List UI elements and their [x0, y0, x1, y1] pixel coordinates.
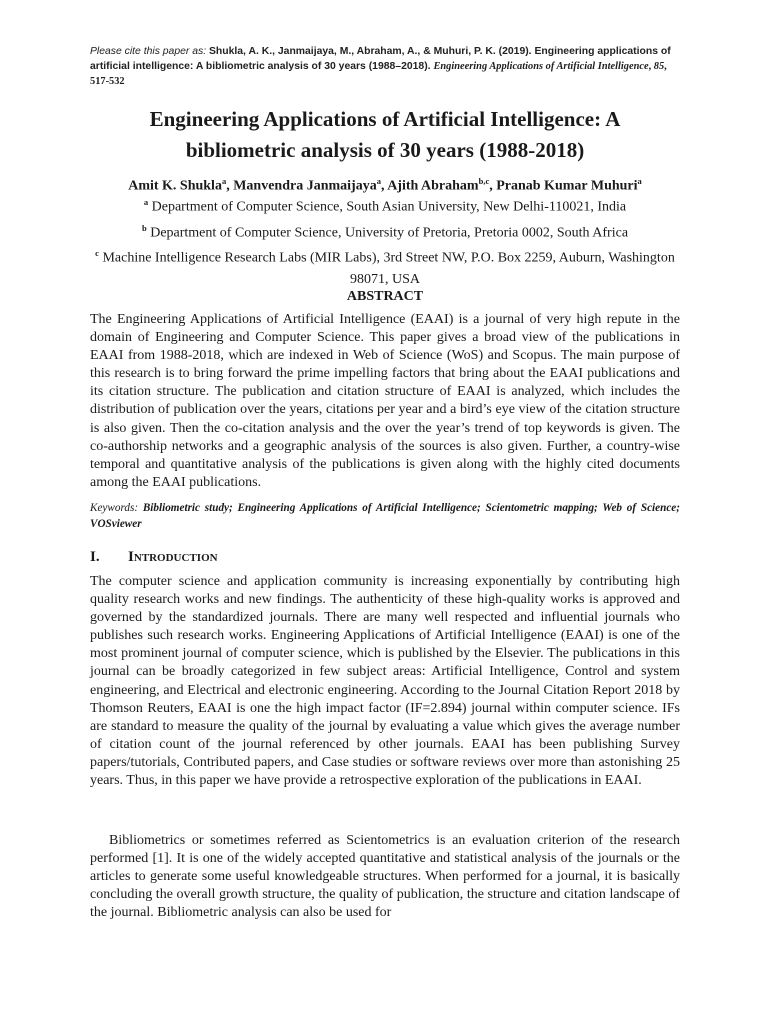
citation-note: Please cite this paper as: Shukla, A. K., Janmaijaya, M., Abraham, A., & Muhuri, P. K. (2019). Engineering applications of artificial intelligence: A bibliometric analysis of 30 years (1988–2018). Engineering Applications of Artificial Intelligence, 85, 517-532 [90, 46, 671, 87]
affiliation-item [90, 243, 680, 290]
citation-pages: 517-532 [90, 76, 125, 87]
affiliation-item [90, 192, 680, 218]
citation-volume: 85 [653, 61, 665, 72]
affiliation-mark: b [141, 222, 147, 233]
author-affil-mark: b,c [478, 176, 490, 186]
author-name: Ajith Abraham [387, 178, 479, 194]
citation-journal: Engineering Applications of Artificial Intelligence [433, 61, 649, 72]
author-affil-mark: a [376, 176, 381, 186]
title-line-1: Engineering Applications of Artificial Intelligence: A [149, 107, 621, 131]
section-heading-introduction [90, 546, 680, 568]
keywords [90, 500, 680, 532]
affiliation-text: Department of Computer Science, South Asian University, New Delhi-110021, India [151, 199, 627, 215]
affiliation-mark: c [95, 248, 99, 259]
section-number: I. [90, 549, 100, 565]
keywords-text: Bibliometric study; Engineering Applications of Artificial Intelligence; Scientometric mapping; Web of Science; VOSviewer [90, 502, 680, 530]
intro-paragraph-1: The computer science and application community is increasing exponentially by contributing high quality research works and new findings. The authenticity of these high-quality works is approved and governed by the standardized journals. There are many well respected and influential journals who publishes such research works. Engineering Applications of Artificial Intelligence (EAAI) is one of the most prominent journal of computer science, which is published by the Elsevier. The publications in this journal can be broadly categorized in few subject areas: Artificial Intelligence, Control and system engineering, and Electrical and electronic engineering. According to the Journal Citation Report 2018 by Thomson Reuters, EAAI is one the high impact factor (IF=2.894) journal within computer science. IFs are standard to measure the quality of the journal by evaluating a value which gives the average number of citation count of the journal referenced by other journals. EAAI has been publishing Survey papers/tutorials, Contributed papers, and Case studies or software reviews over more than astonishing 25 years. Thus, in this paper we have provide a retrospective exploration of the publications in EAAI. [90, 574, 680, 789]
author-name: Manvendra Janmaijaya [233, 178, 377, 194]
keywords-label: Keywords: [90, 502, 139, 514]
affiliation-text: Machine Intelligence Research Labs (MIR Labs), 3rd Street NW, P.O. Box 2259, Auburn, Washington 98071, USA [102, 250, 675, 287]
paper-title [90, 104, 680, 166]
author-name: Pranab Kumar Muhuri [496, 178, 638, 194]
affiliation-mark: a [143, 197, 149, 207]
title-line-2: bibliometric analysis of 30 years (1988-2018) [185, 138, 585, 162]
author-name: Amit K. Shukla [128, 178, 222, 194]
author-affil-mark: a [221, 176, 227, 186]
affiliation-item [90, 218, 680, 244]
abstract-body: The Engineering Applications of Artificial Intelligence (EAAI) is a journal of very high repute in the domain of Engineering and Computer Science. This paper gives a broad view of the publications in EAAI from 1988-2018, which are indexed in Web of Science (WoS) and Scopus. The main purpose of this research is to bring forward the prime impelling factors that bring about the EAAI publications and its citation structure. The publication and citation structure of EAAI is analyzed, which includes the distribution of publication over the years, citations per year and a bird’s eye view of the citation structure is also given. Then the co-citation analysis and the over the year’s trend of top keywords is given. The co-authorship networks and a geographic analysis of the sources is also given. Further, a country-wise temporal and quantitative analysis of the publications is given along with the highly cited documents among the EAAI publications. [90, 312, 680, 490]
author-affil-mark: a [637, 176, 642, 186]
citation-lead: Please cite this paper as: [90, 46, 207, 57]
abstract-heading: ABSTRACT [346, 289, 424, 304]
affiliation-list [90, 192, 680, 290]
author-list: Amit K. Shukla$^a$, Manvendra Janmaijaya$^a$, Ajith Abraham$^{b,c}$, Pranab Kumar Muhuri$^a$ [128, 176, 642, 194]
citation-reference: Shukla, A. K., Janmaijaya, M., Abraham, A., & Muhuri, P. K. (2019). Engineering applications of artificial intelligence: A bibliometric analysis of 30 years (1988–2018). [90, 46, 671, 72]
intro-paragraph-2: Bibliometrics or sometimes referred as Scientometrics is an evaluation criterion of the research performed [1]. It is one of the widely accepted quantitative and statistical analysis of the journals or the articles to generate some useful knowledgeable structures. When performed for a journal, it is basically concluding the overall growth structure, the quality of publication, the structure and citation landscape of the journal. Bibliometric analysis can also be used for [90, 833, 680, 921]
section-title: Introduction [128, 549, 218, 565]
affiliation-text: Department of Computer Science, University of Pretoria, Pretoria 0002, South Africa [150, 225, 629, 241]
